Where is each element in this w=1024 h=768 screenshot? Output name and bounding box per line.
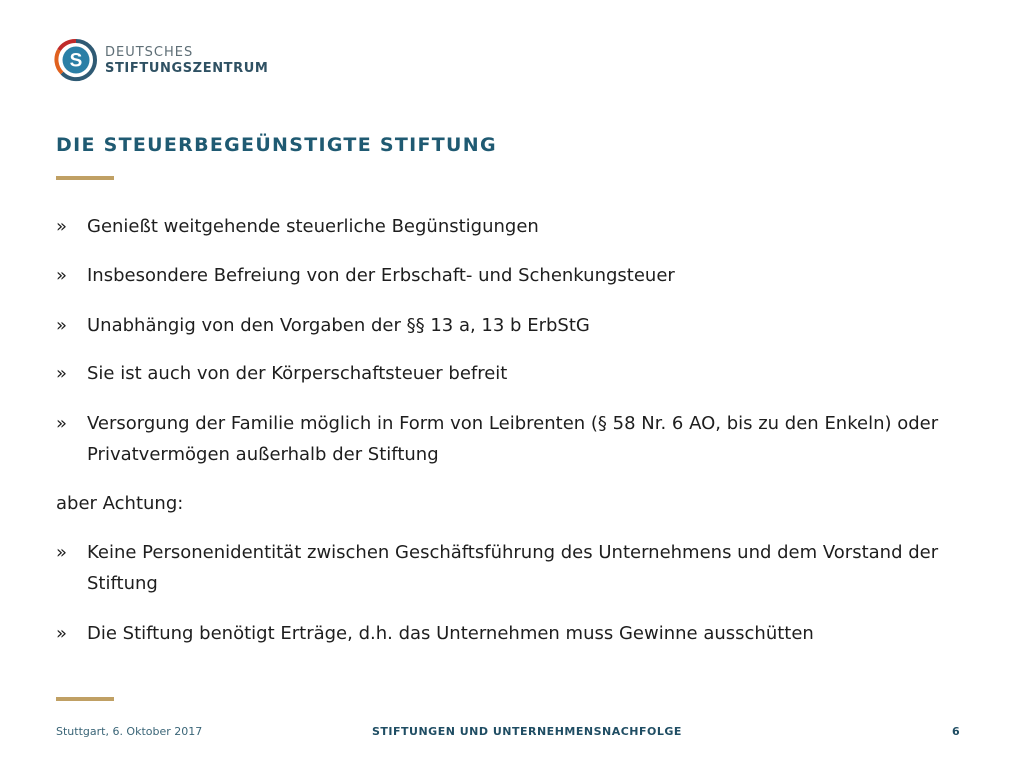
bullet-item (56, 408, 987, 470)
slide-title: DIE STEUERBEGEÜNSTIGTE STIFTUNG (56, 134, 497, 156)
logo (54, 38, 268, 82)
bullet-item (56, 618, 987, 649)
bullet-text: Keine Personenidentität zwischen Geschäftsführung des Unternehmens und dem Vorstand der Stiftung (87, 542, 939, 594)
logo-mark-letter: S (69, 50, 83, 72)
stiftungszentrum-logo-mark-icon (54, 38, 98, 82)
bullet-text: Genießt weitgehende steuerliche Begünstigungen (87, 216, 539, 237)
bullet-marker: » (56, 315, 68, 336)
footer-accent-divider (56, 697, 114, 701)
bullet-text: Insbesondere Befreiung von der Erbschaft- und Schenkungsteuer (87, 265, 675, 286)
bullet-item (56, 260, 987, 291)
bullet-marker: » (56, 363, 68, 384)
logo-wordmark (105, 43, 268, 77)
bullet-marker: » (56, 542, 68, 563)
bullet-text: Versorgung der Familie möglich in Form von Leibrenten (§ 58 Nr. 6 AO, bis zu den Enkeln) oder Privatvermögen außerhalb der Stiftung (87, 413, 939, 465)
page-number: 6 (952, 725, 960, 738)
bullet-marker: » (56, 265, 68, 286)
bullet-marker: » (56, 216, 68, 237)
bullet-item (56, 358, 987, 389)
logo-line-stiftungszentrum: STIFTUNGSZENTRUM (105, 61, 269, 76)
bullet-text: Unabhängig von den Vorgaben der §§ 13 a, 13 b ErbStG (87, 315, 590, 336)
bullet-item (56, 211, 987, 242)
bullet-marker: » (56, 413, 68, 434)
footer-location-date: Stuttgart, 6. Oktober 2017 (56, 725, 203, 738)
caution-line: aber Achtung: (56, 493, 184, 514)
bullet-item (56, 537, 987, 599)
footer-topic: STIFTUNGEN UND UNTERNEHMENSNACHFOLGE (372, 725, 682, 738)
logo-line-deutsches: DEUTSCHES (105, 45, 194, 60)
title-accent-divider (56, 176, 114, 180)
bullet-text: Die Stiftung benötigt Erträge, d.h. das Unternehmen muss Gewinne ausschütten (87, 623, 814, 644)
bullet-marker: » (56, 623, 68, 644)
bullet-text: Sie ist auch von der Körperschaftsteuer befreit (87, 363, 508, 384)
bullet-item (56, 310, 987, 341)
